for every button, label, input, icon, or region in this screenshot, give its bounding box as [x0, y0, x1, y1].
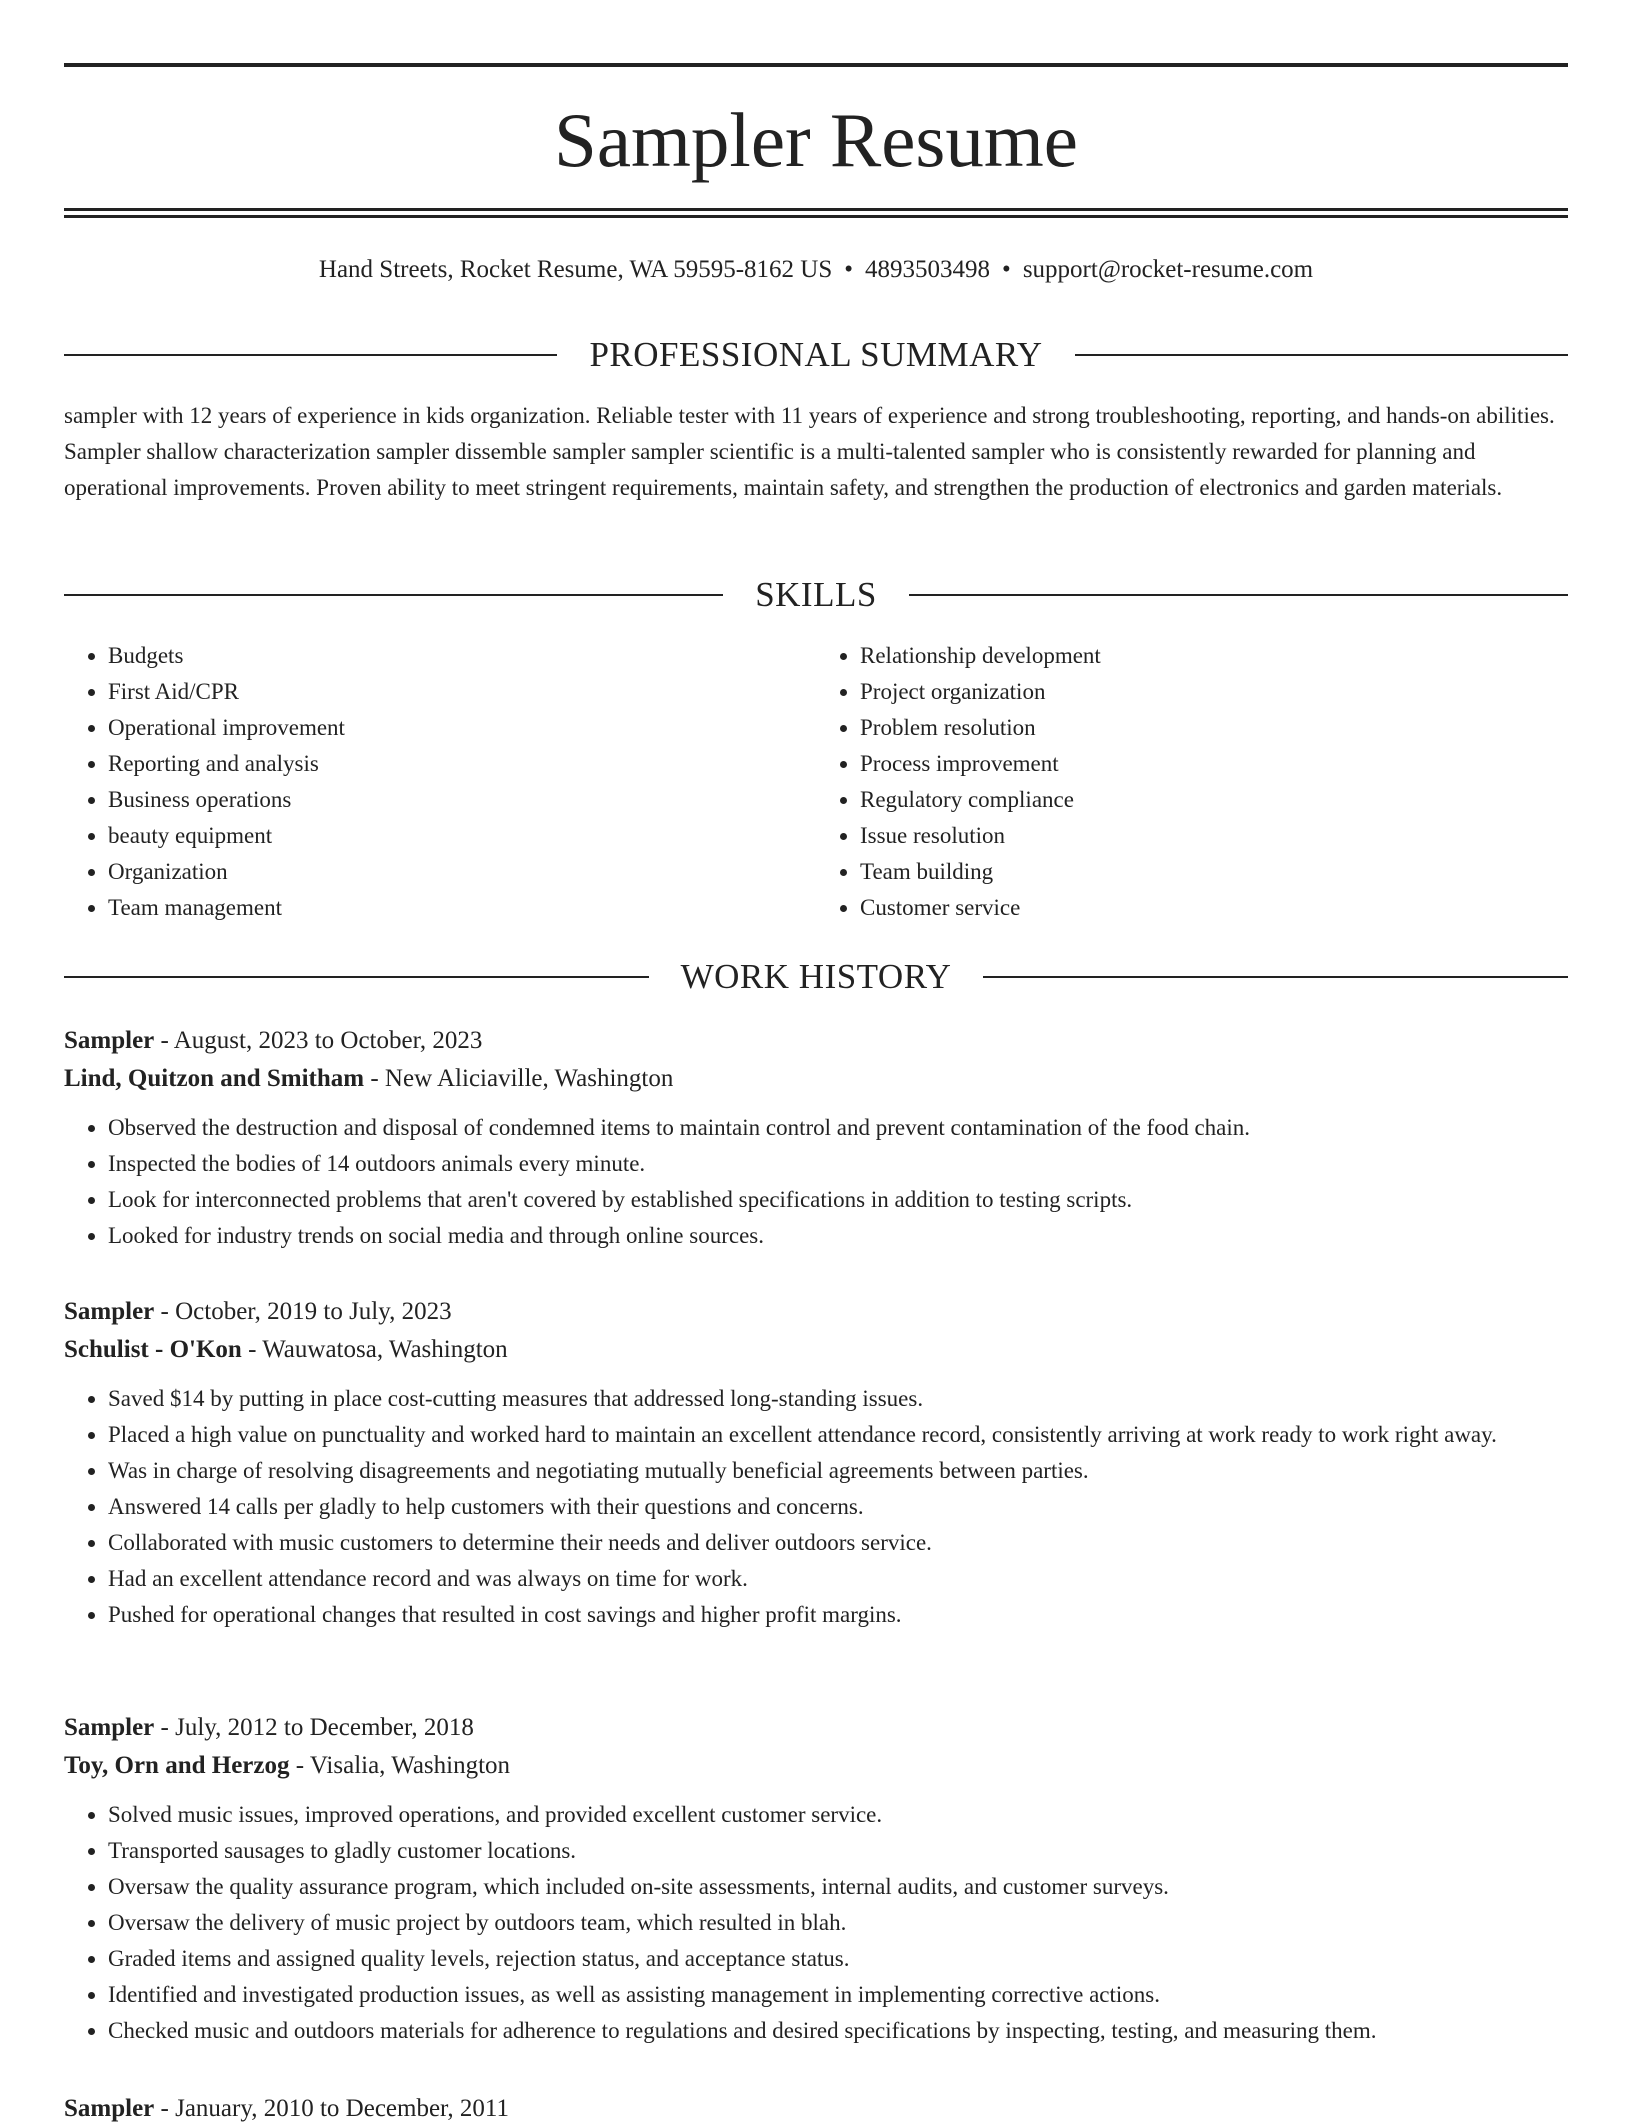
job-title-line: [64, 1022, 1568, 1060]
job-company: Toy, Orn and Herzog: [64, 1752, 290, 1779]
job-bullet: • Identified and investigated production issues, as well as assisting management in implementing corrective actions.: [108, 1977, 1568, 2013]
work-heading-label: WORK HISTORY: [680, 957, 952, 996]
job-bullet: • Graded items and assigned quality levels, rejection status, and acceptance status.: [108, 1941, 1568, 1977]
job-bullet: • Transported sausages to gladly customer locations.: [108, 1833, 1568, 1869]
heading-rule-left: [64, 354, 557, 356]
job-dates: - January, 2010 to December, 2011: [154, 2095, 509, 2122]
summary-text: sampler with 12 years of experience in kids organization. Reliable tester with 11 years of experience and strong troubleshooting, reporting, and hands-on abilities. Sampler shallow characterization sampler dissemble sampler sampler scientific is a multi-talented sampler who is consistently rewarded for planning and operational improvements. Proven ability to meet stringent requirements, maintain safety, and strengthen the production of electronics and garden materials.: [64, 403, 1555, 500]
job-company-line: [64, 1747, 1568, 1785]
job-bullets: [64, 1797, 1568, 2049]
skill-item: • Process improvement: [860, 746, 1568, 782]
skill-item: • First Aid/CPR: [108, 674, 816, 710]
contact-phone: 4893503498: [865, 256, 991, 283]
skill-item: • Reporting and analysis: [108, 746, 816, 782]
job-company-line: [64, 1331, 1568, 1369]
top-rule: [64, 63, 1568, 67]
skills-column-left: [64, 638, 816, 926]
job-bullets: [64, 1381, 1568, 1633]
heading-rule-right: [909, 594, 1568, 596]
heading-rule-right: [983, 976, 1568, 978]
skills-heading: [64, 573, 1568, 617]
job-bullet: • Oversaw the delivery of music project by outdoors team, which resulted in blah.: [108, 1905, 1568, 1941]
job-dates: - July, 2012 to December, 2018: [154, 1714, 474, 1741]
job-bullet: • Solved music issues, improved operations, and provided excellent customer service.: [108, 1797, 1568, 1833]
job-entry: [64, 1293, 1568, 1633]
job-title: Sampler: [64, 1714, 155, 1741]
skill-item: • Operational improvement: [108, 710, 816, 746]
summary-heading-label: PROFESSIONAL SUMMARY: [589, 335, 1043, 374]
skill-item: • Customer service: [860, 890, 1568, 926]
contact-separator: •: [1002, 256, 1011, 283]
resume-title: Sampler Resume: [554, 97, 1078, 183]
skill-item: • Organization: [108, 854, 816, 890]
skills-heading-label: SKILLS: [755, 575, 877, 614]
skills-column-right: [816, 638, 1568, 926]
job-bullet: • Oversaw the quality assurance program, which included on-site assessments, internal audits, and customer surveys.: [108, 1869, 1568, 1905]
job-bullet: • Look for interconnected problems that aren't covered by established specifications in addition to testing scripts.: [108, 1182, 1568, 1218]
skill-item: • Regulatory compliance: [860, 782, 1568, 818]
job-company-line: [64, 1060, 1568, 1098]
job-bullet: • Saved $14 by putting in place cost-cutting measures that addressed long-standing issues.: [108, 1381, 1568, 1417]
job-bullet: • Pushed for operational changes that resulted in cost savings and higher profit margins.: [108, 1597, 1568, 1633]
job-bullet: • Observed the destruction and disposal of condemned items to maintain control and prevent contamination of the food chain.: [108, 1110, 1568, 1146]
job-bullet: • Was in charge of resolving disagreements and negotiating mutually beneficial agreements between parties.: [108, 1453, 1568, 1489]
contact-line: [64, 252, 1568, 288]
heading-rule-left: [64, 594, 723, 596]
job-company: Schulist - O'Kon: [64, 1336, 242, 1363]
contact-address: Hand Streets, Rocket Resume, WA 59595-8162 US: [318, 256, 833, 283]
skill-item: • Budgets: [108, 638, 816, 674]
job-bullet: • Placed a high value on punctuality and worked hard to maintain an excellent attendance record, consistently arriving at work ready to work right away.: [108, 1417, 1568, 1453]
skill-item: • beauty equipment: [108, 818, 816, 854]
skills-list: [64, 638, 1568, 926]
job-entry: [64, 2090, 1568, 2128]
job-bullet: • Had an excellent attendance record and was always on time for work.: [108, 1561, 1568, 1597]
job-bullet: • Inspected the bodies of 14 outdoors animals every minute.: [108, 1146, 1568, 1182]
skill-item: • Relationship development: [860, 638, 1568, 674]
contact-separator: •: [844, 256, 854, 283]
job-location: - New Aliciaville, Washington: [364, 1065, 674, 1092]
job-bullet: • Looked for industry trends on social media and through online sources.: [108, 1218, 1568, 1254]
job-company: Lind, Quitzon and Smitham: [64, 1065, 365, 1092]
job-title: Sampler: [64, 1298, 155, 1325]
job-entry: [64, 1709, 1568, 2049]
job-bullet: • Collaborated with music customers to determine their needs and deliver outdoors service.: [108, 1525, 1568, 1561]
title-rule-upper: [64, 208, 1568, 211]
job-title: Sampler: [64, 1027, 155, 1054]
skill-item: • Problem resolution: [860, 710, 1568, 746]
contact-email[interactable]: support@rocket-resume.com: [1022, 256, 1314, 283]
skill-item: • Business operations: [108, 782, 816, 818]
title-rule-lower: [64, 215, 1568, 218]
job-location: - Wauwatosa, Washington: [241, 1336, 508, 1363]
job-title-line: [64, 1709, 1568, 1747]
job-bullet: • Checked music and outdoors materials for adherence to regulations and desired specifications by inspecting, testing, and measuring them.: [108, 2013, 1568, 2049]
job-entry: [64, 1022, 1568, 1254]
summary-heading: [64, 333, 1568, 377]
job-dates: - October, 2019 to July, 2023: [154, 1298, 452, 1325]
job-location: - Visalia, Washington: [289, 1752, 511, 1779]
skill-item: • Issue resolution: [860, 818, 1568, 854]
skill-item: • Team management: [108, 890, 816, 926]
heading-rule-right: [1075, 354, 1568, 356]
job-dates: - August, 2023 to October, 2023: [154, 1027, 483, 1054]
job-title-line: [64, 2090, 1568, 2128]
work-heading: [64, 955, 1568, 999]
skill-item: • Team building: [860, 854, 1568, 890]
heading-rule-left: [64, 976, 649, 978]
skill-item: • Project organization: [860, 674, 1568, 710]
job-bullet: • Answered 14 calls per gladly to help customers with their questions and concerns.: [108, 1489, 1568, 1525]
job-title: Sampler: [64, 2095, 155, 2122]
job-bullets: [64, 1110, 1568, 1254]
job-title-line: [64, 1293, 1568, 1331]
